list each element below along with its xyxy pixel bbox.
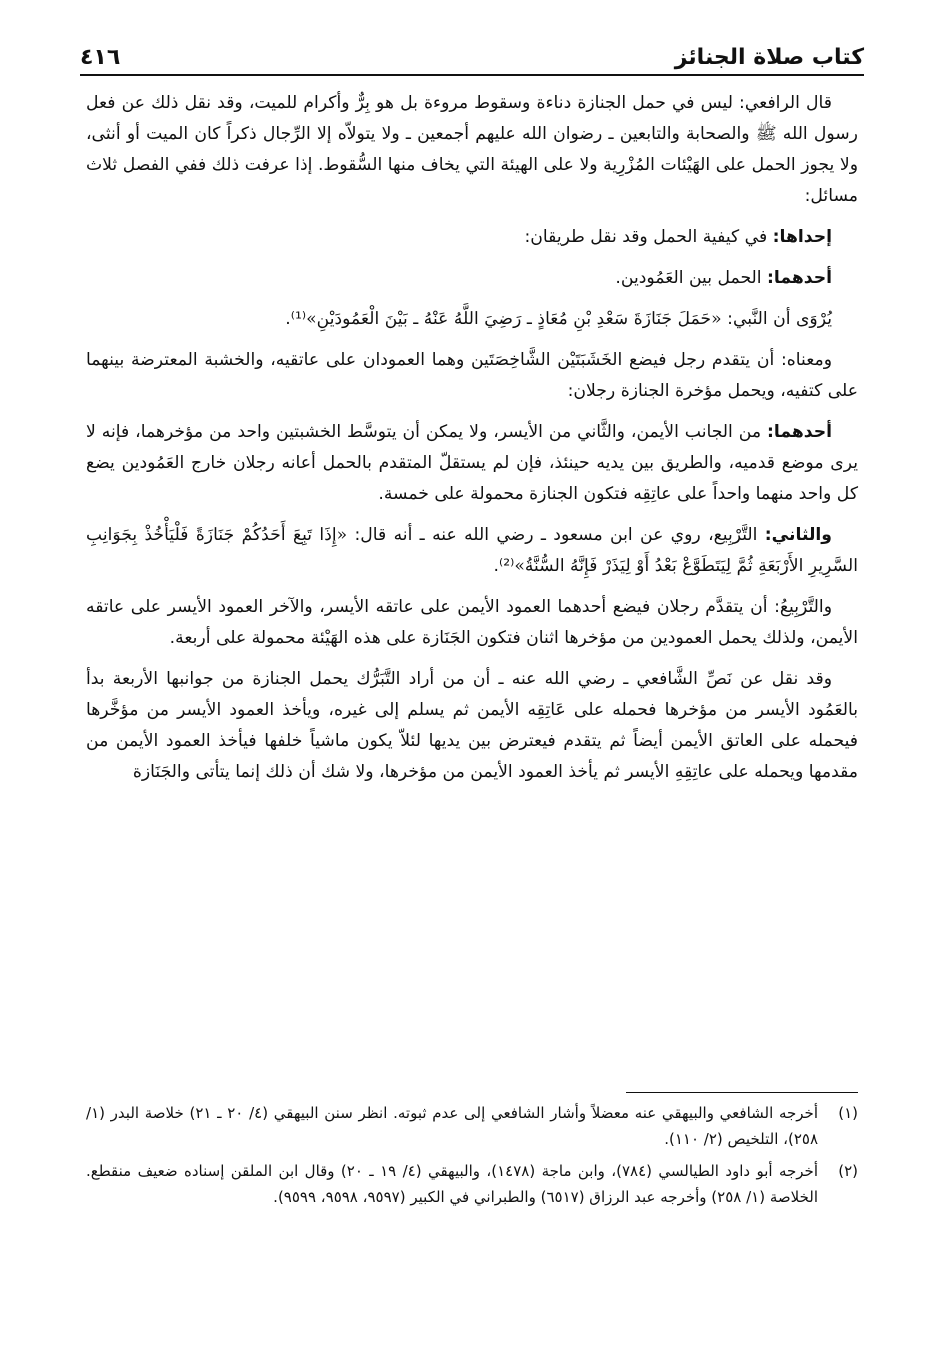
footnote-ref: ⁽¹⁾. bbox=[285, 309, 307, 329]
paragraph-text: التَّرْبِيع، روي عن ابن مسعود ـ رضي الله عنه ـ أنه قال: bbox=[347, 525, 765, 545]
header-divider bbox=[80, 74, 864, 76]
main-text bbox=[86, 88, 858, 798]
footnote bbox=[86, 1100, 858, 1152]
paragraph-text: من الجانب الأيمن، والثَّاني من الأيسر، ولا يمكن أن يتوسَّط الخشبتين واحد من مؤخرهما، فإنه لا يرى موضع قدميه، والطريق بين يديه حينئذ، فإن لم يستقلّ المتقدم بالحمل أعانه رجلان خارج العَمُودين يضع كل واحد منهما واحداً على عاتِقِه فتكون الجنازة محمولة على خمسة. bbox=[86, 422, 858, 504]
footnote-ref: ⁽²⁾. bbox=[493, 556, 515, 576]
hadith-quote: «حَمَلَ جَنَازَةَ سَعْدِ بْنِ مُعَاذٍ ـ رَضِيَ اللَّهُ عَنْهُ ـ بَيْنَ الْعَمُودَيْنِ» bbox=[306, 309, 722, 329]
paragraph-text: الحمل بين العَمُودين. bbox=[615, 268, 768, 288]
footnotes bbox=[86, 1100, 858, 1216]
paragraph: وقد نقل عن نَصِّ الشَّافعي ـ رضي الله عنه ـ أن من أراد التَّبَرُّك يحمل الجنازة من جوانبها الأربعة بدأ بالعَمُود الأيسر من مؤخرها فحمله على عَاتِقِه الأيمن ثم يسلم إلى غيره، ويأخذ العمود الأيسر من مؤخَّرها فيحمله على العاتق الأيمن أيضاً ثم يتقدم فيعترض بين يديها لئلاّ يكون ماشياً خلفها فيأخذ العمود الأيمن من مقدمها ويحمله على عاتِقِهِ الأيسر ثم يأخذ العمود الأيمن من مؤخرها، ولا شك أن ذلك إنما يتأتى والجَنَازة bbox=[86, 669, 858, 782]
paragraph-lead: أحدهما: bbox=[767, 268, 832, 288]
paragraph bbox=[86, 263, 858, 294]
footnote-divider bbox=[626, 1092, 858, 1093]
footnote-text: أخرجه أبو داود الطيالسي (٧٨٤)، وابن ماجة (١٤٧٨)، والبيهقي (٤/ ١٩ ـ ٢٠) وقال ابن الملقن إسناده ضعيف منقطع. الخلاصة (١/ ٢٥٨) وأخرجه عبد الرزاق (٦٥١٧) والطبراني في الكبير (٩٥٩٧، ٩٥٩٨، ٩٥٩٩). bbox=[86, 1162, 819, 1206]
hadith-quote: «إِذَا تَبِعَ أَحَدُكُمْ جَنَازَةً فَلْيَأْخُذْ بِجَوَانِبِ السَّرِيرِ الأَرْبَعَةِ ثُمَّ لِيَتَطَوَّعْ بَعْدُ أَوْ لِيَذَرْ فَإِنَّهُ السُّنَّةُ» bbox=[86, 525, 858, 576]
paragraph bbox=[86, 520, 858, 582]
paragraph bbox=[86, 304, 858, 335]
footnote-number: (١) bbox=[838, 1104, 858, 1122]
running-header bbox=[80, 30, 864, 70]
paragraph-lead: والثاني: bbox=[764, 525, 832, 545]
footnote-number: (٢) bbox=[838, 1162, 858, 1180]
paragraph: قال الرافعي: ليس في حمل الجنازة دناءة وسقوط مروءة بل هو بِرٌّ وأكرام للميت، وقد نقل ذلك عن فعل رسول الله ﷺ والصحابة والتابعين ـ رضوان الله عليهم أجمعين ـ ولا يتولاّه إلا الرِّجال ذكراً كان الميت أو أنثى، ولا يجوز الحمل على الهَيْئات المُزْرِية ولا على الهيئة التي يخاف منها السُّقوط. إذا عرفت ذلك ففي الفصل ثلاث مسائل: bbox=[86, 93, 858, 206]
footnote-text: أخرجه الشافعي والبيهقي عنه معضلاً وأشار الشافعي إلى عدم ثبوته. انظر سنن البيهقي (٤/ ٢٠ ـ ٢١) خلاصة البدر (١/ ٢٥٨)، التلخيص (٢/ ١١٠). bbox=[86, 1104, 818, 1148]
chapter-title: كتاب صلاة الجنائز bbox=[674, 45, 864, 70]
paragraph-text: يُرْوَى أن النَّبي: bbox=[721, 309, 832, 329]
paragraph bbox=[86, 222, 858, 253]
paragraph-lead: إحداها: bbox=[772, 227, 832, 247]
paragraph-text: في كيفية الحمل وقد نقل طريقان: bbox=[524, 227, 773, 247]
paragraph bbox=[86, 417, 858, 510]
footnote bbox=[86, 1158, 858, 1210]
paragraph-lead: أحدهما: bbox=[767, 422, 832, 442]
page-number: ٤١٦ bbox=[80, 45, 121, 70]
paragraph: ومعناه: أن يتقدم رجل فيضع الخَشَبَتَيْن الشَّاخِصَتَين وهما العمودان على عاتقيه، والخشبة المعترضة بينهما على كتفيه، ويحمل مؤخرة الجنازة رجلان: bbox=[86, 350, 858, 401]
paragraph: والتَّرْبِيعُ: أن يتقدَّم رجلان فيضع أحدهما العمود الأيمن على عاتقه الأيسر، والآخر العمود الأيسر على عاتقه الأيمن، ولذلك يحمل العمودين من مؤخرها اثنان فتكون الجَنَازة على هذه الهَيْئة محمولة على أربعة. bbox=[86, 597, 858, 648]
